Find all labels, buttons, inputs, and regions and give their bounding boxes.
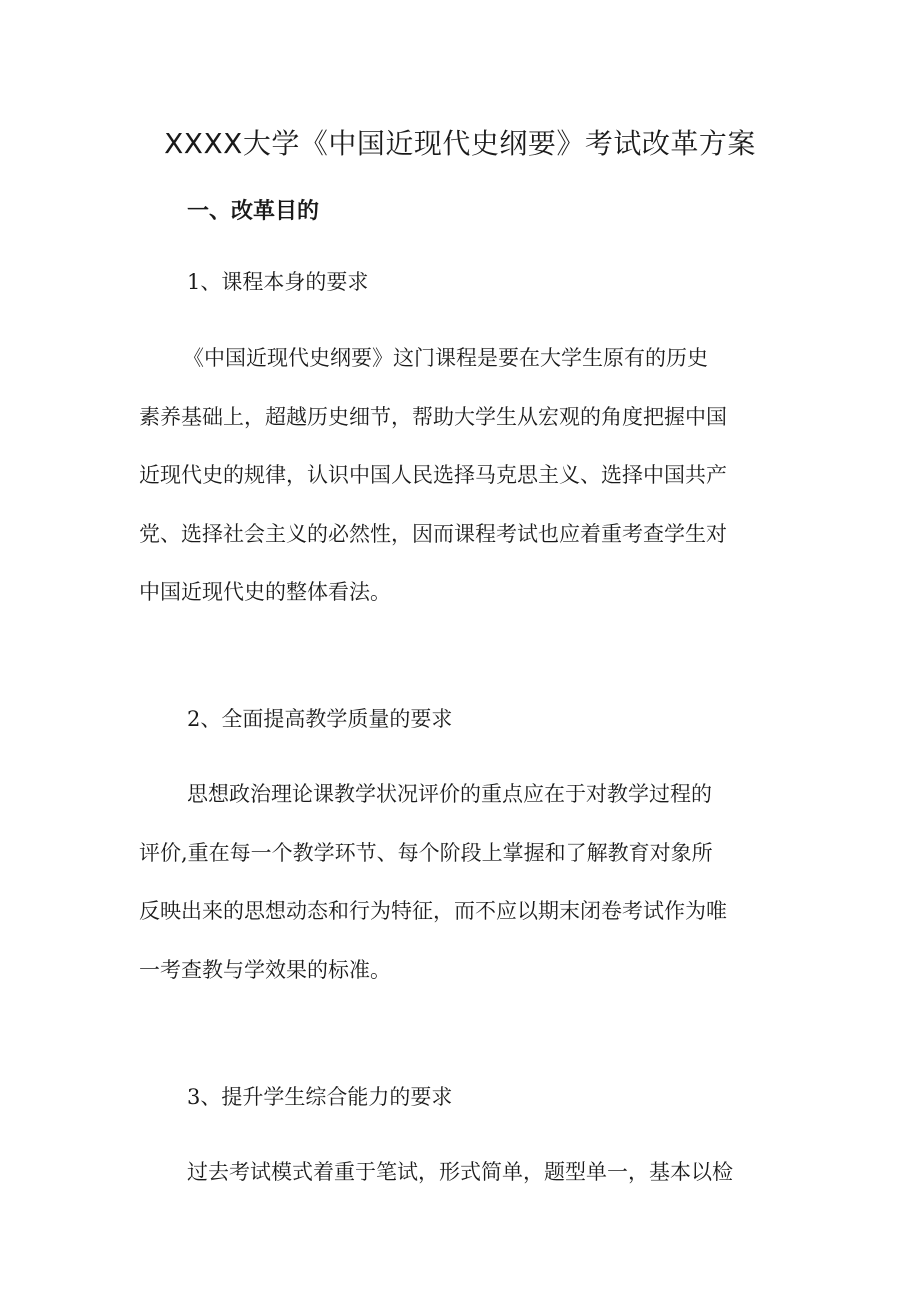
section-heading: 一、改革目的 <box>187 199 320 224</box>
paragraph-line: 《中国近现代史纲要》这门课程是要在大学生原有的历史 <box>183 346 708 370</box>
paragraph-2 <box>139 765 819 999</box>
paragraph-line: 党、选择社会主义的必然性，因而课程考试也应着重考查学生对 <box>139 521 727 546</box>
paragraph-line: 近现代史的规律，认识中国人民选择马克思主义、选择中国共产 <box>139 463 727 488</box>
paragraph-line: 思想政治理论课教学状况评价的重点应在于对教学过程的 <box>187 782 712 806</box>
paragraph-line: 中国近现代史的整体看法。 <box>139 580 391 605</box>
paragraph-3 <box>139 1143 819 1202</box>
paragraph-line: 评价,重在每一个教学环节、每个阶段上掌握和了解教育对象所 <box>139 840 713 865</box>
document-title: XXXX大学《中国近现代史纲要》考试改革方案 <box>164 127 756 160</box>
paragraph-line: 反映出来的思想动态和行为特征，而不应以期末闭卷考试作为唯 <box>139 899 727 924</box>
paragraph-line: 一考查教与学效果的标准。 <box>139 957 391 982</box>
subheading-3: 3、提升学生综合能力的要求 <box>187 1085 453 1109</box>
paragraph-line: 素养基础上，超越历史细节，帮助大学生从宏观的角度把握中国 <box>139 404 727 429</box>
paragraph-1 <box>139 329 819 622</box>
paragraph-line: 过去考试模式着重于笔试，形式简单，题型单一，基本以检 <box>187 1160 733 1184</box>
subheading-2: 2、全面提高教学质量的要求 <box>187 707 453 731</box>
subheading-1: 1、课程本身的要求 <box>187 270 369 294</box>
